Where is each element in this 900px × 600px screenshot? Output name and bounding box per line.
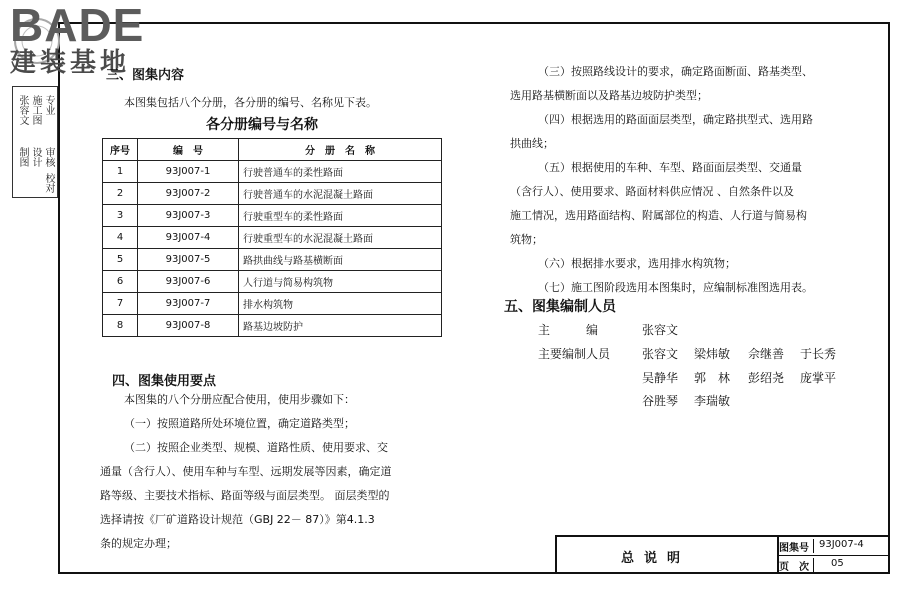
atlas-row [777, 537, 890, 556]
table-row [103, 315, 442, 337]
header-name: 分 册 名 称 [239, 139, 442, 161]
row-no: 7 [103, 293, 138, 315]
left-column [100, 64, 450, 550]
header-no: 序号 [103, 139, 138, 161]
section-five-heading: 五、图集编制人员 [504, 299, 616, 315]
title-block [555, 535, 890, 574]
editor-name: 郭 林 [694, 371, 731, 385]
row-no: 4 [103, 227, 138, 249]
signoff-cell: 审核 [43, 147, 54, 167]
editor-name: 梁炜敏 [694, 347, 731, 361]
step-paragraph: 施工情况，选用路面结构、附属部位的构造、人行道与简易构 [510, 209, 807, 222]
atlas-value: 93J007-4 [819, 539, 864, 550]
row-code: 93J007-8 [138, 315, 239, 337]
row-name: 行驶重型车的水泥混凝土路面 [239, 227, 442, 249]
right-column [510, 60, 870, 300]
step-paragraph: （三）按照路线设计的要求，确定路面断面、路基类型、 [538, 65, 813, 78]
page-label: 页 次 [779, 558, 814, 572]
row-name: 排水构筑物 [239, 293, 442, 315]
step-paragraph: （含行人）、使用要求、路面材料供应情况 、自然条件以及 [510, 185, 794, 198]
row-no: 6 [103, 271, 138, 293]
step-paragraph: （七）施工图阶段选用本图集时，应编制标准图选用表。 [538, 281, 813, 294]
editor-name: 于长秀 [800, 347, 837, 361]
row-code: 93J007-6 [138, 271, 239, 293]
step-paragraph: 选用路基横断面以及路基边坡防护类型； [510, 89, 708, 102]
row-code: 93J007-2 [138, 183, 239, 205]
row-no: 3 [103, 205, 138, 227]
brand-chinese: 建装基地 [10, 48, 131, 78]
editor-name: 谷胜琴 [642, 394, 679, 408]
drawing-title: 总说明 [621, 551, 691, 566]
row-name: 人行道与简易构筑物 [239, 271, 442, 293]
table-row [103, 205, 442, 227]
editor-name: 吴静华 [642, 371, 679, 385]
volume-table [102, 138, 442, 337]
page-value: 05 [831, 558, 844, 569]
row-code: 93J007-3 [138, 205, 239, 227]
table-row [103, 161, 442, 183]
row-name: 路基边坡防护 [239, 315, 442, 337]
signoff-cell: 设计 [30, 147, 41, 167]
step-paragraph: （四）根据选用的路面面层类型，确定路拱型式、选用路 [538, 113, 813, 126]
signoff-cell: 施工图 [30, 95, 41, 125]
chief-editor-name: 张容文 [642, 323, 679, 337]
signoff-cell: 专业 [43, 95, 54, 115]
row-code: 93J007-7 [138, 293, 239, 315]
table-header-row [103, 139, 442, 161]
header-code: 编 号 [138, 139, 239, 161]
editor-name: 彭绍尧 [748, 371, 785, 385]
row-no: 1 [103, 161, 138, 183]
chief-editor-label: 主 编 [538, 323, 599, 337]
signoff-cell: 校对 [43, 173, 54, 193]
editor-name: 张容文 [642, 347, 679, 361]
main-editors-label: 主要编制人员 [538, 347, 611, 361]
page-row [777, 556, 890, 574]
step-paragraph: 筑物； [510, 233, 543, 246]
table-row [103, 183, 442, 205]
row-code: 93J007-4 [138, 227, 239, 249]
table-row [103, 293, 442, 315]
signoff-cell: 张容文 [17, 95, 28, 125]
row-name: 行驶重型车的柔性路面 [239, 205, 442, 227]
row-no: 5 [103, 249, 138, 271]
row-no: 8 [103, 315, 138, 337]
step-paragraph: 拱曲线； [510, 137, 554, 150]
step-paragraph: （五）根据使用的车种、车型、路面面层类型、交通量 [538, 161, 802, 174]
table-title: 各分册编号与名称 [206, 117, 318, 133]
editor-name: 李瑞敏 [694, 394, 731, 408]
intro-text: 本图集包括八个分册，各分册的编号、名称见下表。 [124, 96, 377, 109]
row-name: 路拱曲线与路基横断面 [239, 249, 442, 271]
usage-paragraph: （一）按照道路所处环境位置，确定道路类型； [124, 417, 355, 430]
section-four-heading: 四、图集使用要点 [112, 374, 217, 389]
usage-paragraph: （二）按照企业类型、规模、道路性质、使用要求、交 [124, 441, 388, 454]
usage-paragraph: 选择请按《厂矿道路设计规范（GBJ 22－ 87）》第4.1.3 [100, 513, 375, 526]
step-paragraph: （六）根据排水要求，选用排水构筑物； [538, 257, 736, 270]
editor-name: 庞掌平 [800, 371, 837, 385]
table-row [103, 249, 442, 271]
brand-latin: BADE [10, 0, 145, 51]
table-row [103, 227, 442, 249]
atlas-label: 图集号 [779, 539, 814, 553]
usage-paragraph: 路等级、主要技术指标、路面等级与面层类型。 面层类型的 [100, 489, 390, 502]
section-three-heading: 三、图集内容 [106, 68, 185, 83]
usage-notes [100, 388, 504, 556]
row-no: 2 [103, 183, 138, 205]
usage-paragraph: 通量（含行人）、使用车种与车型、远期发展等因素，确定道 [100, 465, 392, 478]
editor-name: 佘继善 [748, 347, 785, 361]
signoff-strip [12, 86, 58, 198]
row-code: 93J007-5 [138, 249, 239, 271]
row-name: 行驶普通车的水泥混凝土路面 [239, 183, 442, 205]
row-name: 行驶普通车的柔性路面 [239, 161, 442, 183]
title-block-main [557, 537, 779, 574]
usage-paragraph: 本图集的八个分册应配合使用，使用步骤如下： [124, 393, 355, 406]
table-row [103, 271, 442, 293]
usage-paragraph: 条的规定办理； [100, 537, 177, 550]
row-code: 93J007-1 [138, 161, 239, 183]
signoff-cell: 制图 [17, 147, 28, 167]
